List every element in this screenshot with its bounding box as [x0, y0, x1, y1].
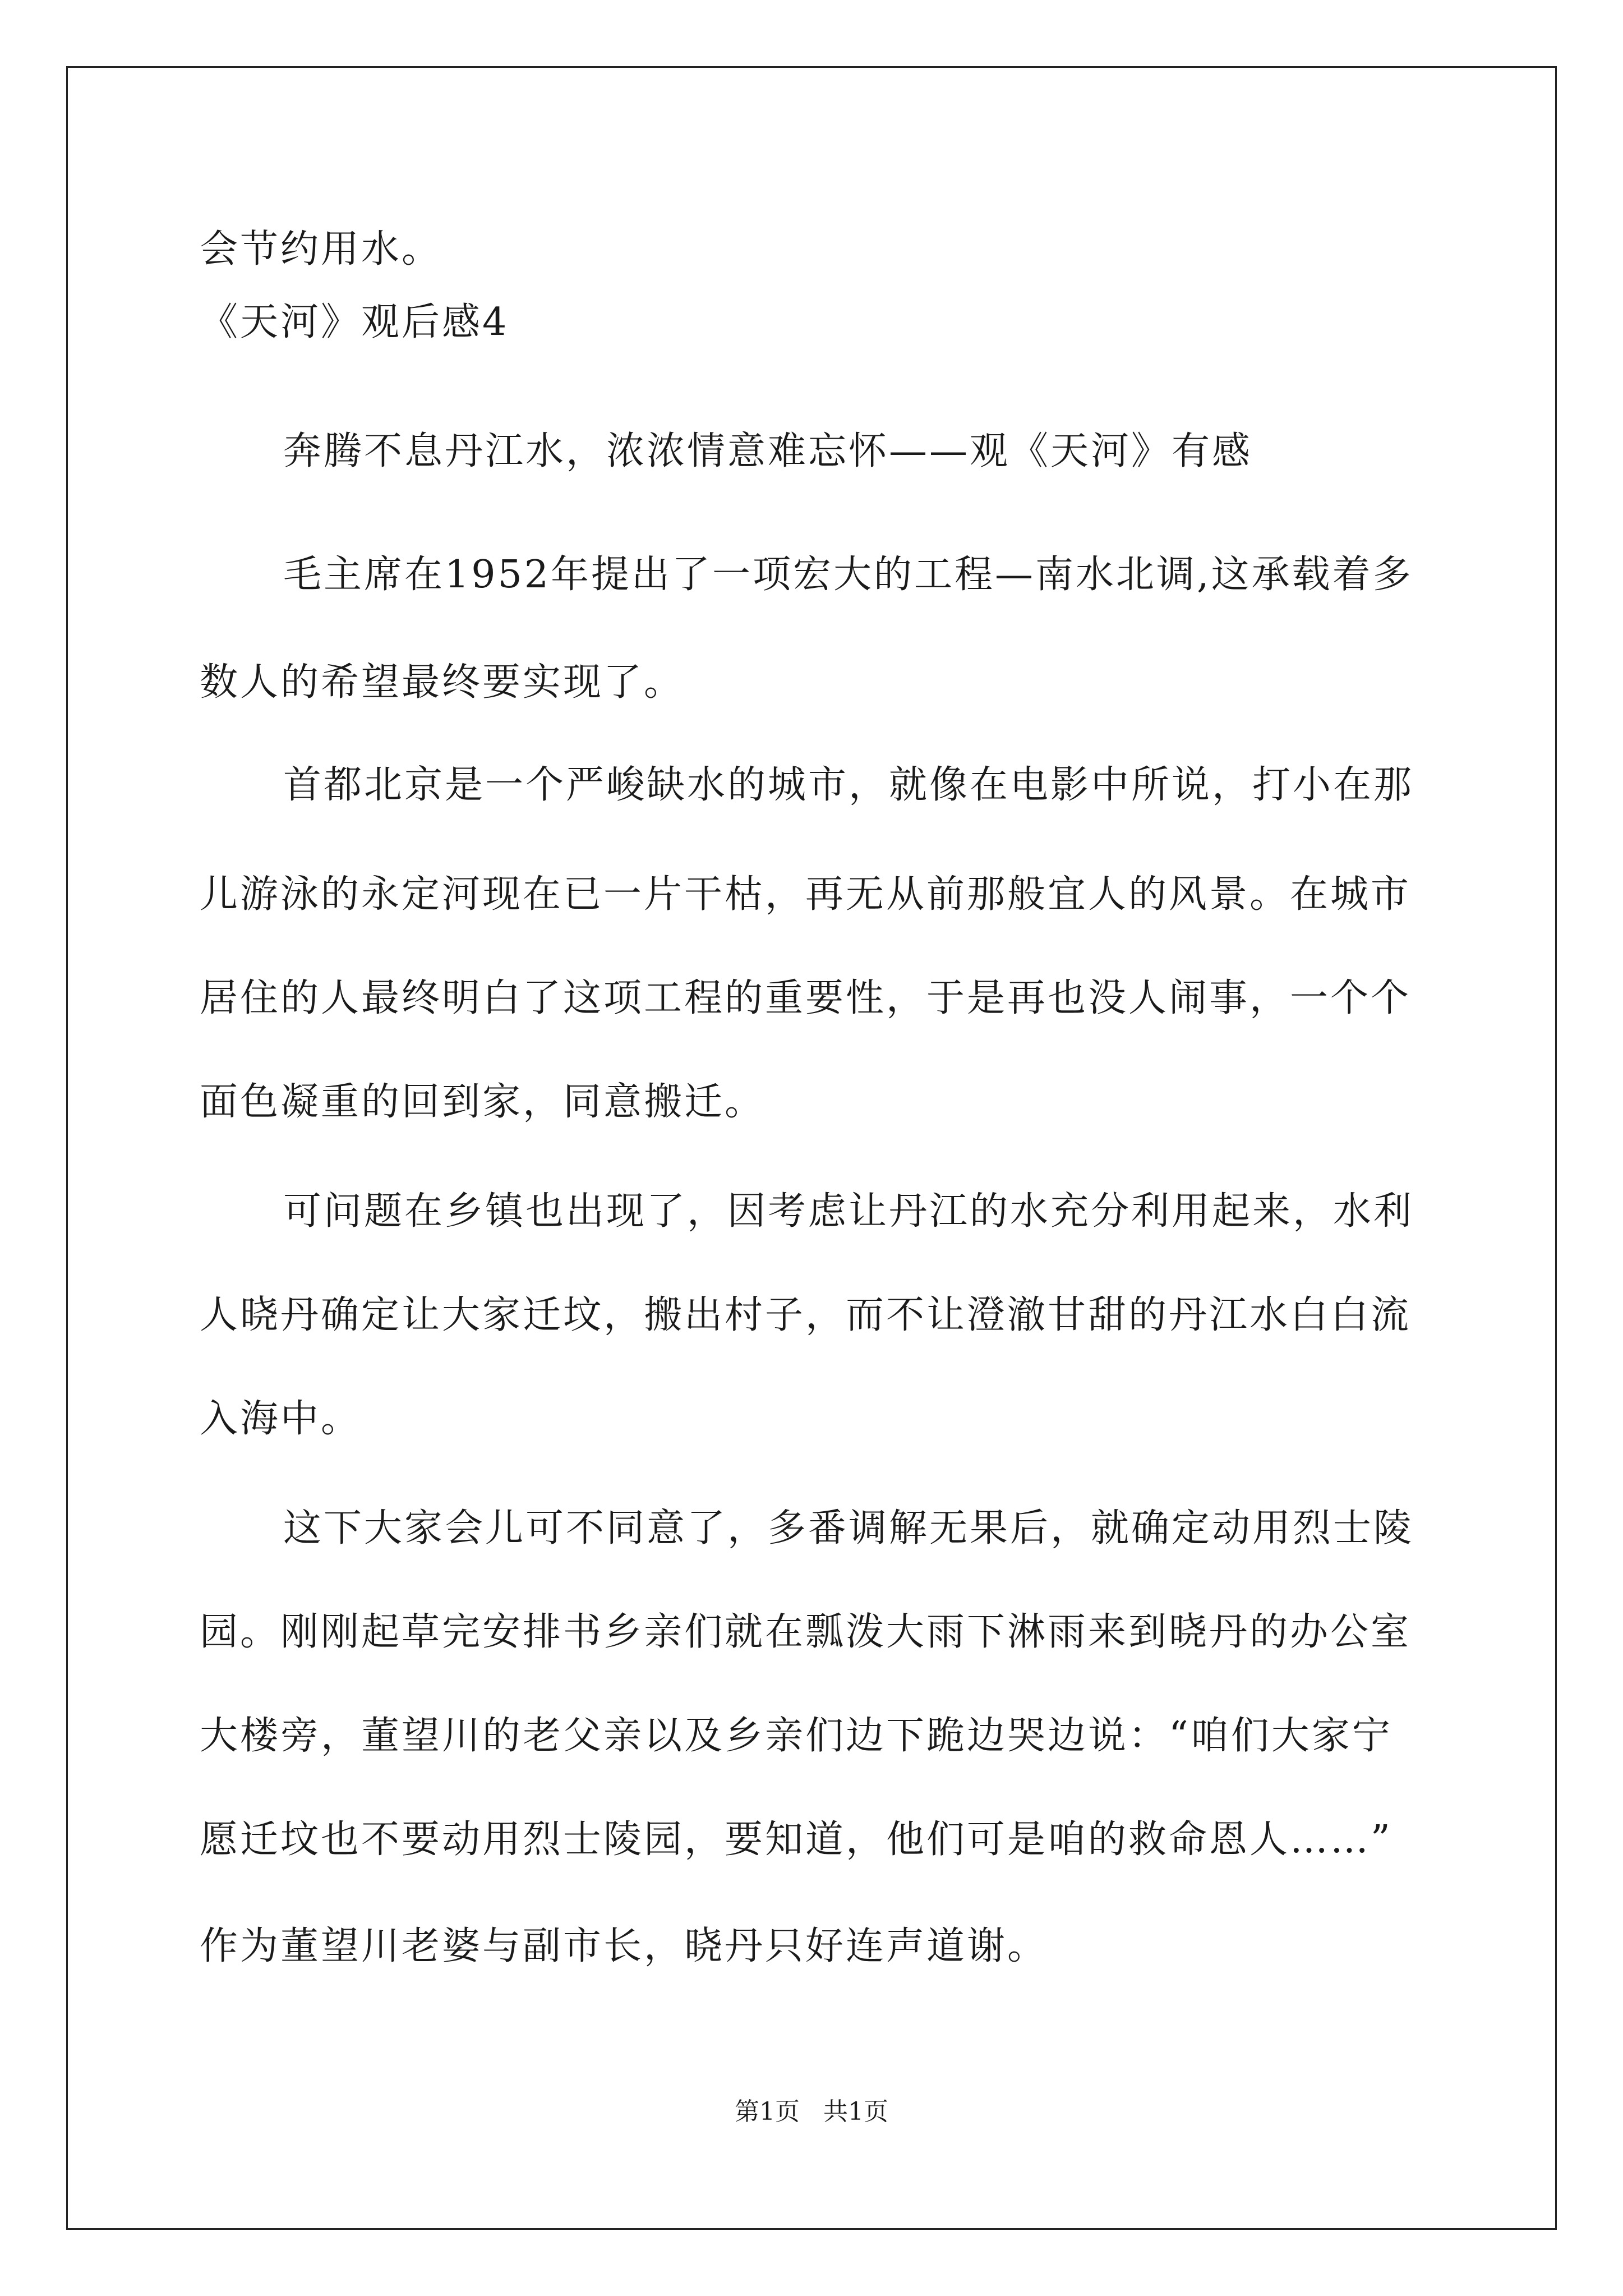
page-border — [66, 66, 1557, 2230]
text-line: 人晓丹确定让大家迁坟，搬出村子，而不让澄澈甘甜的丹江水白白流 — [200, 1293, 1412, 1337]
text-line: 面色凝重的回到家，同意搬迁。 — [200, 1080, 766, 1124]
text-line: 可问题在乡镇也出现了，因考虑让丹江的水充分利用起来，水利 — [283, 1189, 1414, 1234]
text-line: 入海中。 — [200, 1397, 362, 1441]
text-line: 愿迁坟也不要动用烈士陵园，要知道，他们可是咱的救命恩人……” — [200, 1818, 1393, 1862]
page-number: 第1页 — [735, 2097, 800, 2126]
text-line: 这下大家会儿可不同意了，多番调解无果后，就确定动用烈士陵 — [283, 1506, 1414, 1550]
text-line: 作为董望川老婆与副市长，晓丹只好连声道谢。 — [200, 1924, 1048, 1968]
text-line: 数人的希望最终要实现了。 — [200, 660, 685, 705]
text-line: 毛主席在1952年提出了一项宏大的工程—南水北调,这承载着多 — [283, 553, 1413, 597]
text-line: 园。刚刚起草完安排书乡亲们就在瓢泼大雨下淋雨来到晓丹的办公室 — [200, 1610, 1412, 1654]
article-title: 奔腾不息丹江水，浓浓情意难忘怀——观《天河》有感 — [283, 429, 1253, 473]
text-line: 大楼旁，董望川的老父亲以及乡亲们边下跪边哭边说：“咱们大家宁 — [200, 1714, 1393, 1758]
text-line: 会节约用水。 — [200, 227, 442, 272]
page-footer — [0, 2097, 1623, 2127]
page-total: 共1页 — [823, 2097, 888, 2126]
text-line: 首都北京是一个严峻缺水的城市，就像在电影中所说，打小在那 — [283, 763, 1414, 807]
text-line: 儿游泳的永定河现在已一片干枯，再无从前那般宜人的风景。在城市 — [200, 872, 1412, 917]
section-heading: 《天河》观后感4 — [200, 300, 509, 344]
text-line: 居住的人最终明白了这项工程的重要性，于是再也没人闹事，一个个 — [200, 976, 1412, 1020]
